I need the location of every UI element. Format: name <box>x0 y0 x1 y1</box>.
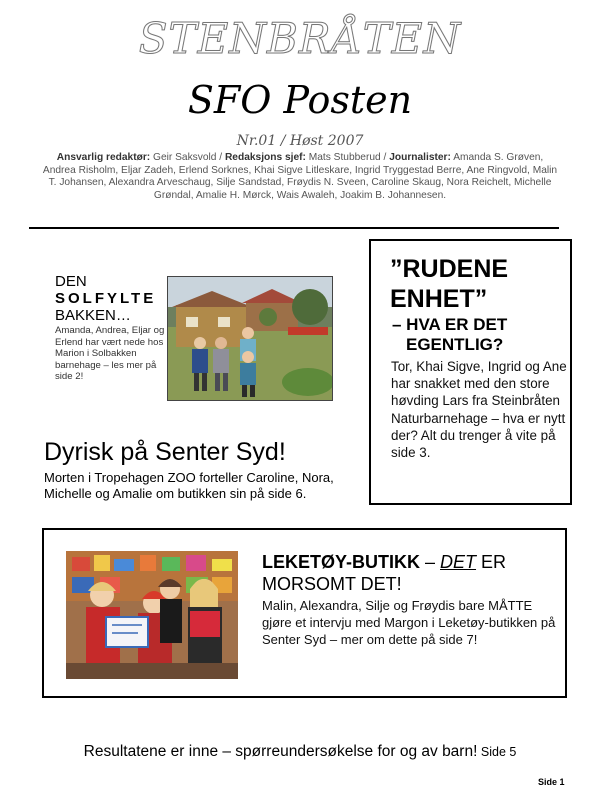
paper-title: SFO Posten <box>187 78 413 122</box>
journalists-list: Amanda S. Grøven, Andrea Risholm, Eljar Zadeh, Erlend Sorknes, Khai Sigve Litleskare, Ingrid Tryggestad Berre, Ane Ringvold, Malin T. Johansen, Alexandra Arveschaug, Silje Sandstad, Frøydis N. Sveen, Caroline Skaug, Nora Reichelt, Michelle Grøndal, Amalie H. Mørck, Wais Awaleh, Joakim B. Johannesen. <box>42 152 558 201</box>
credits <box>40 152 560 202</box>
rudene-heading-line1: ”RUDENE <box>390 255 509 283</box>
journalists-label: Journalister: <box>389 152 451 163</box>
leketoy-title-underlined: DET <box>440 552 477 572</box>
editor-label: Ansvarlig redaktør: <box>56 152 151 163</box>
leketoy-body: Malin, Alexandra, Silje og Frøydis bare MÅTTE gjøre et intervju med Margon i Leketøy-butikken på Senter Syd – mer om dette på side 7! <box>262 598 556 647</box>
solfylte-line2: SOLFYLTE <box>55 290 157 307</box>
toystore-photo <box>66 551 238 679</box>
solfylte-teaser <box>55 273 165 383</box>
leketoy-title-bold: LEKETØY-BUTIKK <box>262 552 421 572</box>
survey-result-line <box>0 743 600 761</box>
school-name: STENBRÅTEN <box>138 14 462 63</box>
rudene-body: Tor, Khai Sigve, Ingrid og Ane har snakket med den store høvding Lars fra Steinbråten Naturbarnehage – hva er nytt der? Alt du trenger å vite på side 3. <box>391 359 567 461</box>
page-number: Side 1 <box>538 777 565 787</box>
issue-number: Nr.01 / Høst 2007 <box>236 133 364 149</box>
rudene-subheading <box>392 315 507 355</box>
divider <box>29 227 559 229</box>
rudene-heading <box>390 254 508 314</box>
survey-result-page: Side 5 <box>477 745 517 759</box>
leketoy-title-dash: – <box>420 552 441 572</box>
rudene-sub-line2: EGENTLIG? <box>406 335 504 354</box>
rudene-sub-line1: – HVA ER DET <box>392 315 508 334</box>
leketoy-heading <box>262 551 557 595</box>
dyrisk-heading: Dyrisk på Senter Syd! <box>44 438 286 466</box>
editor-name: Geir Saksvold / <box>153 152 223 163</box>
solfylte-line3: BAKKEN… <box>55 307 131 324</box>
kindergarten-photo <box>167 276 333 401</box>
chief-name: Mats Stubberud / <box>308 152 387 163</box>
chief-label: Redaksjons sjef: <box>224 152 306 163</box>
survey-result-text: Resultatene er inne – spørreundersøkelse for og av barn! <box>83 743 478 760</box>
leketoy-title-rest: ER MORSOMT DET! <box>262 552 507 594</box>
rudene-heading-line2: ENHET” <box>390 285 488 313</box>
solfylte-line1: DEN <box>55 273 87 290</box>
dyrisk-body: Morten i Tropehagen ZOO forteller Caroline, Nora, Michelle og Amalie om butikken sin på side 6. <box>44 470 334 501</box>
solfylte-body: Amanda, Andrea, Eljar og Erlend har vært nede hos Marion i Solbakken barnehage – les mer på side 2! <box>55 325 165 383</box>
